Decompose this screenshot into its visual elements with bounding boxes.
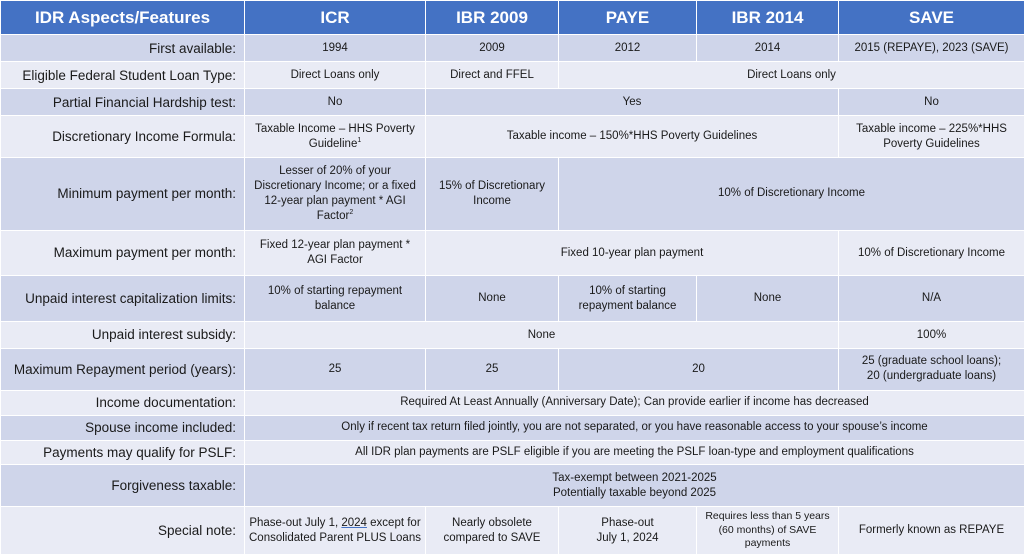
cell-ibr-2014: None xyxy=(697,276,839,322)
footnote-marker: 1 xyxy=(357,136,362,144)
cell-ibr-2009: Direct and FFEL xyxy=(426,62,559,89)
row-maximum-payment xyxy=(1,230,1024,276)
cell-ibr-2009: 2009 xyxy=(426,35,559,62)
cell-icr-text: Taxable Income – HHS Poverty Guideline xyxy=(255,122,415,150)
row-label: Discretionary Income Formula: xyxy=(1,116,245,158)
row-label: Unpaid interest capitalization limits: xyxy=(1,276,245,322)
cell-paye-to-ibr-2014: 20 xyxy=(559,349,839,391)
row-discretionary-formula xyxy=(1,116,1024,158)
cell-icr-post: except for Consolidated Parent PLUS Loans xyxy=(249,516,421,544)
cell-icr: 1994 xyxy=(245,35,426,62)
cell-save: N/A xyxy=(839,276,1024,322)
header-row xyxy=(1,1,1024,35)
cell-save: 10% of Discretionary Income xyxy=(839,230,1024,276)
cell-ibr-2009-to-ibr-2014: Taxable income – 150%*HHS Poverty Guidelines xyxy=(426,116,839,158)
footnote-marker: 2 xyxy=(349,208,354,216)
cell-ibr-2009: Nearly obsolete compared to SAVE xyxy=(426,507,559,555)
header-ibr-2009: IBR 2009 xyxy=(426,1,559,35)
cell-paye: 10% of starting repayment balance xyxy=(559,276,697,322)
cell-save-line-1: 25 (graduate school loans); xyxy=(861,355,1002,368)
cell-paye: 2012 xyxy=(559,35,697,62)
cell-line-2: Potentially taxable beyond 2025 xyxy=(552,486,717,499)
row-label: Maximum payment per month: xyxy=(1,230,245,276)
row-repayment-period xyxy=(1,349,1024,391)
cell-save: No xyxy=(839,89,1024,116)
row-first-available xyxy=(1,35,1024,62)
cell-icr xyxy=(245,507,426,555)
cell-all-plans: Only if recent tax return filed jointly, you are not separated, or you have reasonable access to your spouse’s income xyxy=(245,415,1024,440)
row-label: Partial Financial Hardship test: xyxy=(1,89,245,116)
cell-line-1: Tax-exempt between 2021-2025 xyxy=(552,471,717,484)
row-spouse-income xyxy=(1,415,1024,440)
cell-paye-to-save: Direct Loans only xyxy=(559,62,1024,89)
cell-icr: Fixed 12-year plan payment * AGI Factor xyxy=(245,230,426,276)
row-eligible-loan-type xyxy=(1,62,1024,89)
cell-paye xyxy=(559,507,697,555)
row-special-note xyxy=(1,507,1024,555)
cell-icr: 25 xyxy=(245,349,426,391)
cell-ibr-2009-to-ibr-2014: Fixed 10-year plan payment xyxy=(426,230,839,276)
cell-icr-to-ibr-2014: None xyxy=(245,322,839,349)
cell-icr-pre: Phase-out July 1, xyxy=(249,516,342,529)
row-label: First available: xyxy=(1,35,245,62)
cell-ibr-2009-to-ibr-2014: Yes xyxy=(426,89,839,116)
header-aspects: IDR Aspects/Features xyxy=(1,1,245,35)
cell-save: 100% xyxy=(839,322,1024,349)
cell-icr xyxy=(245,157,426,230)
cell-icr: 10% of starting repayment balance xyxy=(245,276,426,322)
cell-paye-line-1: Phase-out xyxy=(601,516,654,529)
row-forgiveness-taxable xyxy=(1,465,1024,507)
cell-icr: No xyxy=(245,89,426,116)
row-label: Special note: xyxy=(1,507,245,555)
row-minimum-payment xyxy=(1,157,1024,230)
row-hardship-test xyxy=(1,89,1024,116)
cell-icr: Direct Loans only xyxy=(245,62,426,89)
cell-paye-to-save: 10% of Discretionary Income xyxy=(559,157,1024,230)
header-ibr-2014: IBR 2014 xyxy=(697,1,839,35)
row-interest-subsidy xyxy=(1,322,1024,349)
row-label: Forgiveness taxable: xyxy=(1,465,245,507)
row-income-documentation xyxy=(1,390,1024,415)
header-save: SAVE xyxy=(839,1,1024,35)
cell-ibr-2009: 25 xyxy=(426,349,559,391)
cell-paye-line-2: July 1, 2024 xyxy=(596,531,659,544)
row-capitalization-limits xyxy=(1,276,1024,322)
cell-icr xyxy=(245,116,426,158)
cell-all-plans: Required At Least Annually (Anniversary Date); Can provide earlier if income has decreased xyxy=(245,390,1024,415)
cell-all-plans: All IDR plan payments are PSLF eligible if you are meeting the PSLF loan-type and employment qualifications xyxy=(245,440,1024,465)
cell-ibr-2009: 15% of Discretionary Income xyxy=(426,157,559,230)
cell-ibr-2014: 2014 xyxy=(697,35,839,62)
row-label: Payments may qualify for PSLF: xyxy=(1,440,245,465)
row-label: Minimum payment per month: xyxy=(1,157,245,230)
row-pslf xyxy=(1,440,1024,465)
cell-save-line-2: 20 (undergraduate loans) xyxy=(866,370,997,383)
cell-save: 2015 (REPAYE), 2023 (SAVE) xyxy=(839,35,1024,62)
cell-icr-year: 2024 xyxy=(341,516,367,529)
cell-all-plans xyxy=(245,465,1024,507)
row-label: Eligible Federal Student Loan Type: xyxy=(1,62,245,89)
cell-save xyxy=(839,349,1024,391)
row-label: Maximum Repayment period (years): xyxy=(1,349,245,391)
row-label: Income documentation: xyxy=(1,390,245,415)
cell-save: Formerly known as REPAYE xyxy=(839,507,1024,555)
cell-icr-text: Lesser of 20% of your Discretionary Income; or a fixed 12-year plan payment * AGI Factor xyxy=(254,164,416,222)
row-label: Spouse income included: xyxy=(1,415,245,440)
row-label: Unpaid interest subsidy: xyxy=(1,322,245,349)
header-icr: ICR xyxy=(245,1,426,35)
cell-save: Taxable income – 225%*HHS Poverty Guidelines xyxy=(839,116,1024,158)
cell-ibr-2014: Requires less than 5 years (60 months) of SAVE payments xyxy=(697,507,839,555)
header-paye: PAYE xyxy=(559,1,697,35)
cell-ibr-2009: None xyxy=(426,276,559,322)
